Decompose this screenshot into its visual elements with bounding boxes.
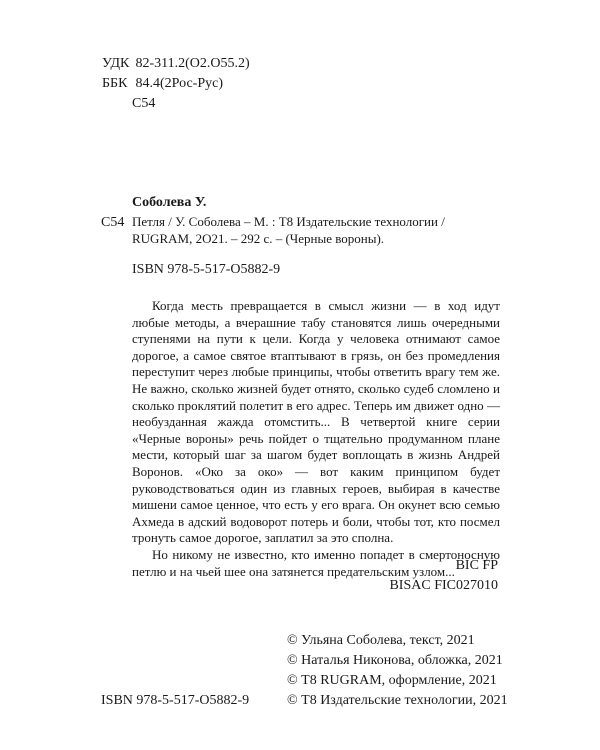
- author-mark: С54: [132, 96, 156, 111]
- copyright-line: © Т8 Издательские технологии, 2021: [287, 693, 508, 708]
- isbn-line: ISBN 978-5-517-О5882-9: [132, 262, 281, 277]
- bisac-code: BISAC FIC027010: [389, 578, 498, 593]
- bbk-value: 84.4(2Рос-Рус): [135, 76, 223, 91]
- bibliography-mark: С54: [101, 215, 125, 230]
- bibliography-entry: [132, 214, 500, 247]
- annotation-paragraph: Когда месть превращается в смысл жизни — в ход идут любые методы, а вчерашние табу становятся лишь очередными ступенями на пути к цели. Когда у человека отнимают самое дорогое, а самое святое втаптывают в грязь, он без промедления переступит через любые принципы, чтобы ответить врагу тем же. Не важно, сколько жизней будет отнято, сколько судеб сломлено и сколько проклятий полетит в его адрес. Теперь им движет одно — необузданная жажда отомстить... В четвертой книге серии «Черные вороны» речь пойдет о тщательно продуманном плане мести, который шаг за шагом будет воплощать в жизнь Андрей Воронов. «Око за око» — вот каким принципом будет руководствоваться один из главных героев, выбирая в качестве мишени самое ценное, что есть у его врага. Он окунет всю семью Ахмеда в адский водоворот потерь и боли, чтобы тот, кто посмел тронуть самое дорогое, заплатил за это сполна.: [132, 298, 500, 546]
- annotation-paragraph: Но никому не известно, кто именно попадет в смертоносную петлю и на чьей шее она затянется предательским узлом...: [132, 546, 500, 579]
- bbk-line: [102, 75, 223, 92]
- author-heading: Соболева У.: [132, 195, 207, 210]
- bic-code: BIC FP: [455, 558, 498, 573]
- entry-line-2: RUGRAM, 2О21. – 292 с. – (Черные вороны).: [132, 230, 385, 246]
- annotation: [132, 298, 500, 580]
- footer-isbn: ISBN 978-5-517-О5882-9: [101, 693, 250, 708]
- udk-line: [102, 55, 250, 72]
- udk-label: УДК: [102, 56, 130, 71]
- udk-value: 82-311.2(О2.О55.2): [135, 56, 250, 71]
- copyright-line: © Наталья Никонова, обложка, 2021: [287, 653, 503, 668]
- copyright-line: © Ульяна Соболева, текст, 2021: [287, 633, 475, 648]
- copyright-line: © Т8 RUGRAM, оформление, 2021: [287, 673, 497, 688]
- entry-line-1: Петля / У. Соболева – М. : Т8 Издательские технологии /: [132, 214, 445, 229]
- bbk-label: ББК: [102, 76, 128, 91]
